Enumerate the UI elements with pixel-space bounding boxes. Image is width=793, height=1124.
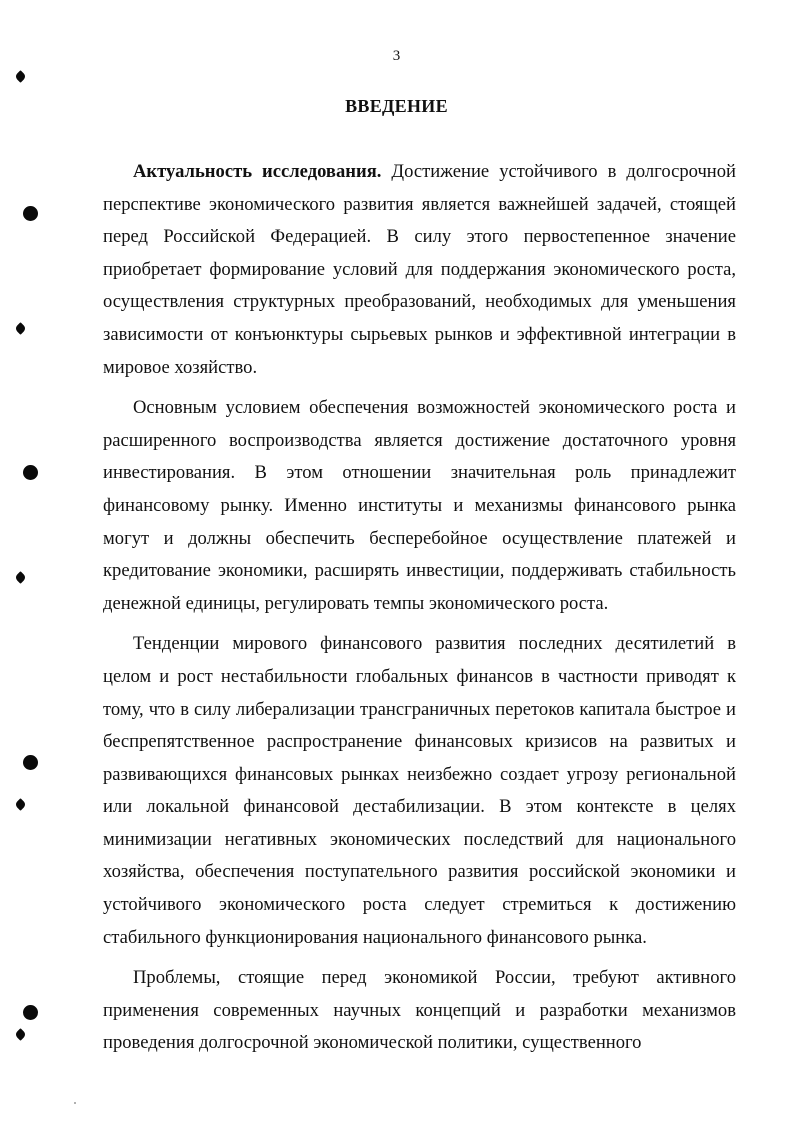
binding-mark-3	[14, 571, 27, 584]
paragraph-lead: Актуальность исследования.	[133, 161, 382, 182]
scan-speck	[74, 1102, 76, 1104]
binding-mark-1	[14, 70, 27, 83]
paragraph-relevance	[103, 156, 736, 384]
binding-mark-5	[14, 1028, 27, 1041]
page-number: 3	[392, 48, 401, 64]
paragraph-text: Основным условием обеспечения возможностей экономического роста и расширенного воспроизводства является достижение достаточного уровня инвестирования. В этом отношении значительная роль принадлежит финансовому рынку. Именно институты и механизмы финансового рынка могут и должны обеспечить бесперебойное осуществление платежей и кредитование экономики, расширять инвестиции, поддерживать стабильность денежной единицы, регулировать темпы экономического роста.	[103, 397, 736, 614]
punch-hole-1	[23, 206, 38, 221]
paragraph-investment	[103, 392, 736, 620]
punch-hole-3	[23, 755, 38, 770]
binding-mark-4	[14, 798, 27, 811]
punch-hole-2	[23, 465, 38, 480]
paragraph-problems	[103, 962, 736, 1060]
paragraph-text: Тенденции мирового финансового развития последних десятилетий в целом и рост нестабильности глобальных финансов в частности приводят к тому, что в силу либерализации трансграничных перетоков капитала быстрое и беспрепятственное распространение финансовых кризисов на развитых и развивающихся финансовых рынках неизбежно создает угрозу региональной или локальной финансовой дестабилизации. В этом контексте в целях минимизации негативных экономических последствий для национального хозяйства, обеспечения поступательного развития российской экономики и устойчивого экономического роста следует стремиться к достижению стабильного функционирования национального финансового рынка.	[103, 633, 736, 948]
paragraph-global-trends	[103, 628, 736, 954]
page-title: ВВЕДЕНИЕ	[345, 96, 448, 116]
binding-mark-2	[14, 322, 27, 335]
document-body	[103, 156, 736, 1068]
punch-hole-4	[23, 1005, 38, 1020]
paragraph-text: Проблемы, стоящие перед экономикой России, требуют активного применения современных научных концепций и разработки механизмов проведения долгосрочной экономической политики, существенного	[103, 967, 736, 1054]
paragraph-text: Достижение устойчивого в долгосрочной перспективе экономического развития является важнейшей задачей, стоящей перед Российской Федерацией. В силу этого первостепенное значение приобретает формирование условий для поддержания экономического роста, осуществления структурных преобразований, необходимых для уменьшения зависимости от конъюнктуры сырьевых рынков и эффективной интеграции в мировое хозяйство.	[103, 161, 736, 378]
